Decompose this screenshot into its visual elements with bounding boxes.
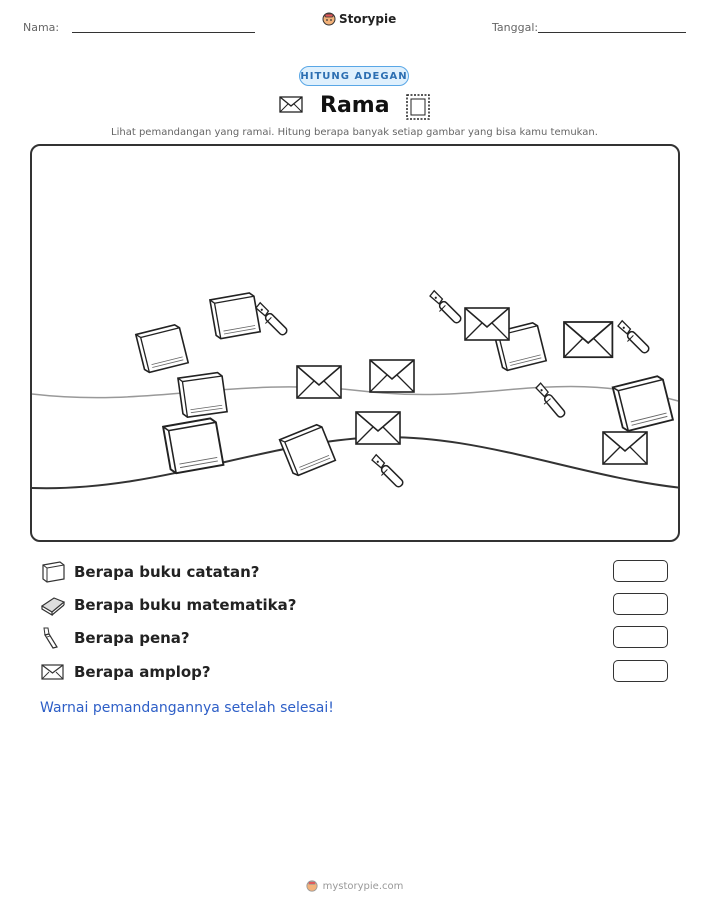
question-row (40, 627, 190, 649)
page-title: Rama (320, 93, 390, 118)
instruction-text: Lihat pemandangan yang ramai. Hitung berapa banyak setiap gambar yang bisa kamu temukan. (111, 127, 598, 138)
storypie-logo-icon (306, 880, 318, 892)
answer-box[interactable] (613, 593, 668, 615)
scene-illustration (32, 146, 680, 542)
question-text: Berapa pena? (74, 629, 190, 647)
notebook-icon (40, 561, 66, 583)
answer-box[interactable] (613, 626, 668, 648)
question-row (40, 561, 259, 583)
question-text: Berapa buku catatan? (74, 563, 260, 581)
math-book-icon (40, 594, 66, 616)
pen-icon (40, 627, 66, 649)
question-text: Berapa amplop? (74, 663, 211, 681)
date-label: Tanggal: (492, 21, 539, 34)
stamp-icon (405, 93, 431, 121)
storypie-logo-icon (322, 12, 336, 26)
closing-note: Warnai pemandangannya setelah selesai! (40, 700, 334, 716)
question-row (40, 594, 296, 616)
date-line[interactable] (538, 32, 686, 33)
question-row (40, 661, 211, 683)
answer-box[interactable] (613, 660, 668, 682)
activity-badge: HITUNG ADEGAN (299, 66, 409, 86)
question-text: Berapa buku matematika? (74, 596, 297, 614)
envelope-icon (40, 661, 66, 683)
envelope-icon (279, 96, 303, 113)
footer-url[interactable]: mystorypie.com (322, 880, 404, 892)
brand-name: Storypie (339, 12, 397, 26)
footer (0, 880, 709, 892)
name-line[interactable] (72, 32, 255, 33)
name-label: Nama: (23, 21, 60, 34)
brand-logo (322, 12, 396, 26)
answer-box[interactable] (613, 560, 668, 582)
scene-panel (30, 144, 680, 542)
